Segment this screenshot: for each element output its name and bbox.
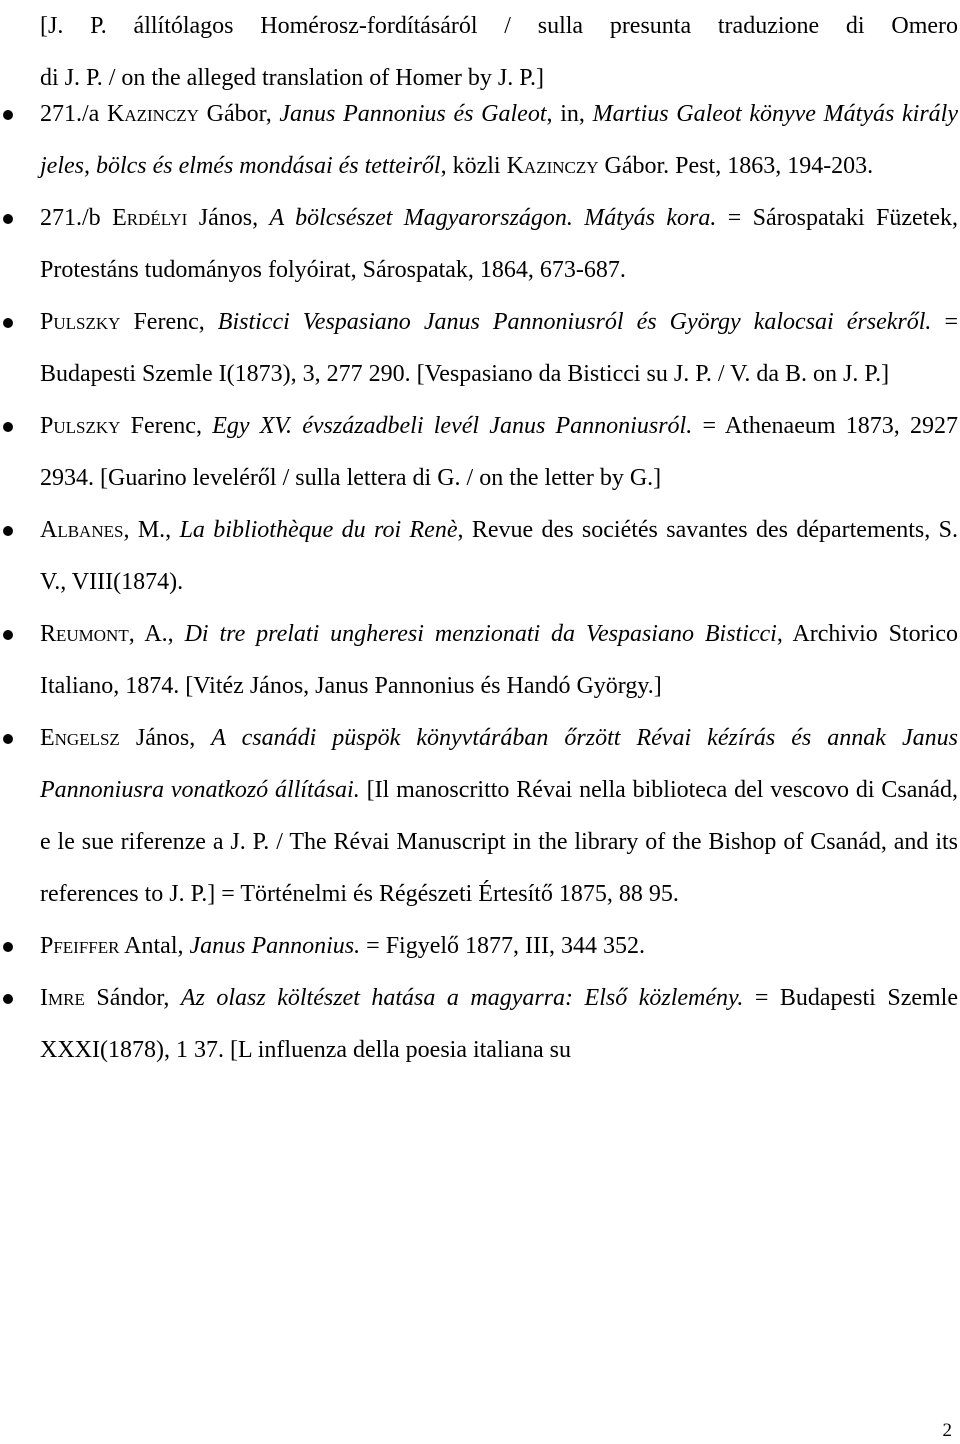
entry-text: = Sárospataki Füzetek, Protestáns tudományos folyóirat, Sárospatak, 1864, 673-687. xyxy=(40,205,959,283)
bullet-icon xyxy=(3,214,13,224)
bib-entry xyxy=(0,400,958,504)
entry-text: Sándor, xyxy=(84,985,181,1011)
bibliography xyxy=(0,88,958,1076)
entry-author: Albanes xyxy=(40,517,124,543)
bib-entry xyxy=(0,972,958,1076)
bullet-icon xyxy=(3,630,13,640)
bibliography-list xyxy=(0,88,958,1076)
bib-entry xyxy=(0,712,958,920)
entry-text: János, xyxy=(187,205,270,231)
entry-author: Reumont xyxy=(40,621,129,647)
entry-title: A csanádi püspök könyvtárában őrzött Révai kézírás és annak Janus Pannoniusra vonatkozó állításai. xyxy=(40,725,958,803)
entry-author: Kazinczy xyxy=(107,101,199,127)
bib-entry xyxy=(0,504,958,608)
entry-number: 271./a xyxy=(40,101,108,127)
entry-text: , közli xyxy=(440,153,507,179)
entry-author: Pulszky xyxy=(40,309,121,335)
bib-entry xyxy=(0,296,958,400)
bullet-icon xyxy=(3,942,13,952)
bib-entry xyxy=(0,608,958,712)
entry-text: János, xyxy=(119,725,212,751)
entry-title: Egy XV. évszázadbeli levél Janus Pannoniusról. xyxy=(212,413,693,439)
entry-title: Bisticci Vespasiano Janus Pannoniusról és György kalocsai érsekről. xyxy=(217,309,932,335)
entry-title: Az olasz költészet hatása a magyarra: Első közlemény. xyxy=(180,985,744,1011)
entry-title: Martius Galeot könyve Mátyás király jeles, bölcs és elmés mondásai és tetteiről xyxy=(40,101,958,179)
entry-text: = Athenaeum 1873, 2927 2934. [Guarino leveléről / sulla lettera di G. / on the letter by G.] xyxy=(40,413,958,491)
entry-author: Imre xyxy=(40,985,85,1011)
entry-text: , Revue des sociétés savantes des départements, S. V., VIII(1874). xyxy=(40,517,959,595)
entry-title: Janus Pannonius. xyxy=(189,933,361,959)
bullet-icon xyxy=(3,422,13,432)
entry-author: Erdélyi xyxy=(112,205,188,231)
continuation-line-2: di J. P. / on the alleged translation of Homer by J. P.] xyxy=(40,65,544,91)
bullet-icon xyxy=(3,734,13,744)
entry-author: Kazinczy xyxy=(506,153,599,179)
entry-text: , A., xyxy=(128,621,185,647)
entry-text: [Il manoscritto Révai nella biblioteca del vescovo di Csanád, e le sue riferenze a J. P. / The Révai Manuscript in the library of the Bishop of Csanád, and its references to J. P.] = Történelmi és Régészeti Értesítő 1875, 88 95. xyxy=(40,777,959,907)
page-number: 2 xyxy=(942,1420,952,1441)
entry-text: = Budapesti Szemle XXXI(1878), 1 37. [L influenza della poesia italiana su xyxy=(40,985,958,1063)
entry-title: Janus Pannonius és Galeot xyxy=(279,101,547,127)
entry-text: = Figyelő 1877, III, 344 352. xyxy=(360,933,646,959)
entry-text: , in, xyxy=(546,101,593,127)
entry-text: Antal, xyxy=(119,933,190,959)
bullet-icon xyxy=(3,994,13,1004)
entry-text: , Archivio Storico Italiano, 1874. [Vitéz János, Janus Pannonius és Handó György.] xyxy=(40,621,958,699)
entry-text: Gábor. Pest, 1863, 194-203. xyxy=(598,153,874,179)
entry-title: Di tre prelati ungheresi menzionati da Vespasiano Bisticci xyxy=(184,621,777,647)
bib-entry xyxy=(0,920,958,972)
entry-text: Ferenc, xyxy=(120,413,213,439)
bullet-icon xyxy=(3,110,13,120)
entry-author: Pulszky xyxy=(40,413,121,439)
continuation-line-1: [J. P. állítólagos Homérosz-fordításáról / sulla presunta traduzione di Omero xyxy=(40,13,958,39)
entry-title: La bibliothèque du roi Renè xyxy=(179,517,458,543)
bib-entry xyxy=(0,192,958,296)
entry-title: A bölcsészet Magyarországon. Mátyás kora. xyxy=(269,205,717,231)
entry-text: Gábor, xyxy=(198,101,280,127)
entry-author: Engelsz xyxy=(40,725,120,751)
entry-text: Ferenc, xyxy=(120,309,218,335)
bullet-icon xyxy=(3,318,13,328)
entry-text: = Budapesti Szemle I(1873), 3, 277 290. [Vespasiano da Bisticci su J. P. / V. da B. on J. P.] xyxy=(40,309,958,387)
entry-author: Pfeiffer xyxy=(40,933,120,959)
bib-entry xyxy=(0,88,958,192)
bullet-icon xyxy=(3,526,13,536)
entry-number: 271./b xyxy=(40,205,113,231)
entry-text: , M., xyxy=(123,517,180,543)
